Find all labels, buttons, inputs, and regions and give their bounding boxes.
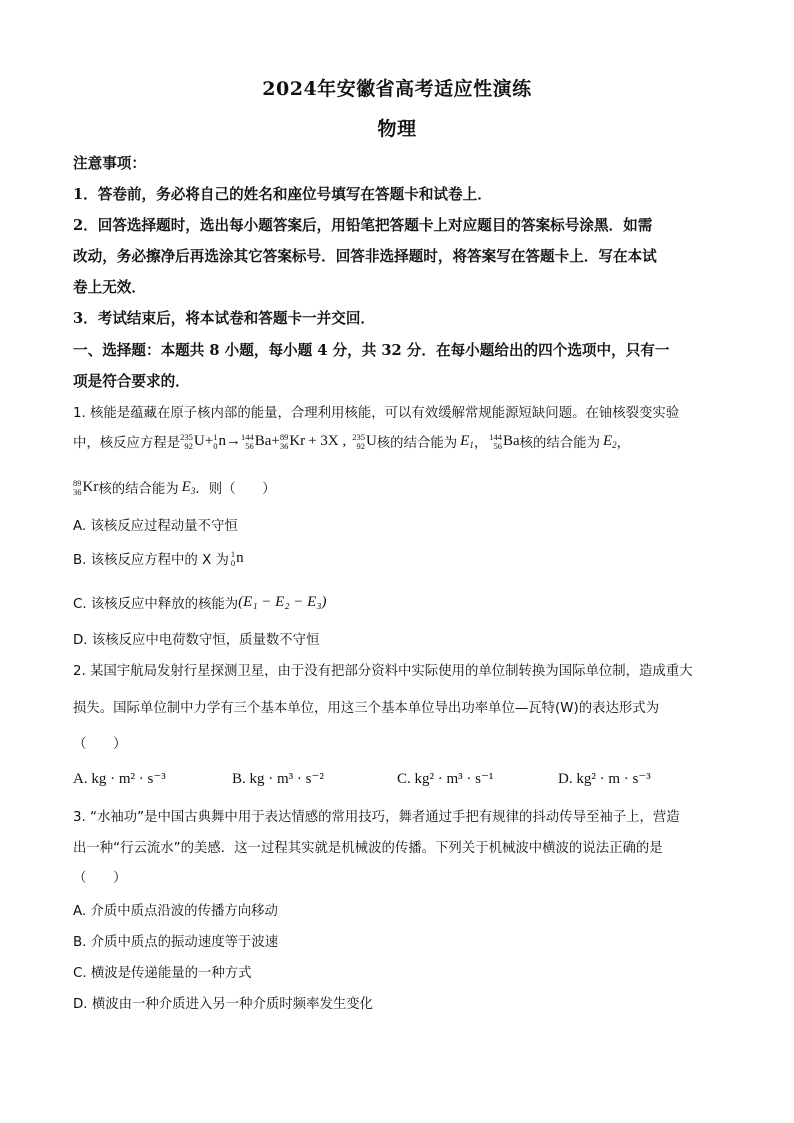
q3-option-b: B. 介质中质点的振动速度等于波速 [73, 935, 279, 950]
q2-answer-blank: （ ） [73, 737, 127, 752]
q2-option-d: D. kg² · m · s⁻³ [558, 771, 651, 787]
reaction-tail: + 3X , [308, 433, 347, 449]
plus-sign: + [204, 433, 214, 449]
q3-stem-line-1: 3. “水袖功”是中国古典舞中用于表达情感的常用技巧，舞者通过手把有规律的抖动传导至袖子上，营造 [73, 810, 680, 825]
q3-option-a: A. 介质中质点沿波的传播方向移动 [73, 904, 278, 919]
q2-option-b: B. kg · m³ · s⁻² [232, 771, 324, 787]
q1-stem-prefix: 中，核反应方程是 [73, 436, 181, 451]
reaction-arrow: → [225, 433, 241, 449]
q3-answer-blank: （ ） [73, 871, 127, 886]
nuclide-neutron: 1 0 n [213, 431, 226, 451]
nuclide-ba144: 144 56 Ba [240, 431, 272, 451]
kr-binding-text: 核的结合能为 [98, 482, 179, 497]
notice-item-2-line-3: 卷上无效． [73, 279, 146, 296]
nuclide-kr89-ref: 89 36 Kr [73, 477, 99, 497]
section-1-heading-line-1: 一、选择题：本题共 8 小题，每小题 4 分，共 32 分．在每小题给出的四个选项中，只有一 [73, 342, 670, 359]
u-binding-text: 核的结合能为 [376, 436, 458, 451]
notice-item-2-line-2: 改动，务必擦净后再选涂其它答案标号．回答非选择题时，将答案写在答题卡上．写在本试 [73, 248, 657, 265]
subject-title: 物理 [377, 118, 417, 140]
exam-title: 2024年安徽省高考适应性演练 [262, 78, 532, 100]
q1-answer-blank: ．则（ ） [195, 482, 276, 497]
nuclide-u235: 235 92 U [180, 431, 205, 451]
e1-symbol: $E_1$ [460, 433, 474, 450]
q1-option-d: D. 该核反应中电荷数守恒，质量数不守恒 [73, 633, 320, 648]
nuclide-kr89: 89 36 Kr [279, 431, 306, 451]
ba-binding-text: 核的结合能为 [519, 436, 600, 451]
q1-option-c: C. 该核反应中释放的核能为 (E₁ − E₂ − E₃) [73, 594, 327, 612]
q2-option-a: A. kg · m² · s⁻³ [73, 771, 166, 787]
q3-option-d: D. 横波由一种介质进入另一种介质时频率发生变化 [73, 997, 374, 1012]
nuclide-ba144-ref: 144 56 Ba [489, 431, 520, 451]
nuclide-neutron-option: 1 0 n [230, 548, 244, 568]
notice-item-3: 3．考试结束后，将本试卷和答题卡一并交回． [73, 310, 376, 327]
notice-heading: 注意事项： [73, 155, 146, 172]
q1-option-a: A. 该核反应过程动量不守恒 [73, 519, 238, 534]
notice-item-2-line-1: 2．回答选择题时，选出每小题答案后，用铅笔把答题卡上对应题目的答案标号涂黑．如需 [73, 217, 653, 234]
e2-symbol: $E_2$ [602, 433, 617, 450]
e3-symbol: $E_3$ [181, 479, 196, 496]
q2-stem-line-2: 损失。国际单位制中力学有三个基本单位，用这三个基本单位导出功率单位—瓦特(W)的表达形式为 [73, 701, 660, 716]
section-1-heading-line-2: 项是符合要求的． [73, 373, 190, 390]
notice-item-1: 1．答卷前，务必将自己的姓名和座位号填写在答题卡和试卷上． [73, 186, 492, 203]
q2-option-c: C. kg² · m³ · s⁻¹ [397, 771, 494, 787]
q3-option-c: C. 横波是传递能量的一种方式 [73, 966, 252, 981]
q1-stem-line-2: 中，核反应方程是 235 92 U + 1 0 n → 144 56 Ba + 89 36 Kr + 3X , 235 92 U 核的结合能为 $E_1$ ， 144 56 Ba 核的结合能为 $E_2$ ， [73, 431, 631, 451]
q2-stem-line-1: 2. 某国宇航局发射行星探测卫星，由于没有把部分资料中实际使用的单位制转换为国际单位制，造成重大 [73, 664, 693, 679]
q1-stem-line-3 [73, 478, 276, 497]
plus-sign-2: + [271, 433, 280, 449]
q3-stem-line-2: 出一种“行云流水”的美感．这一过程其实就是机械波的传播。下列关于机械波中横波的说法正确的是 [73, 841, 663, 856]
nuclide-u235-ref: 235 92 U [352, 431, 377, 451]
q1-option-c-expression: (E₁ − E₂ − E₃) [238, 594, 327, 610]
q1-option-b: B. 该核反应方程中的 X 为 1 0 n [73, 548, 244, 568]
q1-stem-line-1: 1. 核能是蕴藏在原子核内部的能量，合理利用核能，可以有效缓解常规能源短缺问题。在铀核裂变实验 [73, 406, 680, 421]
